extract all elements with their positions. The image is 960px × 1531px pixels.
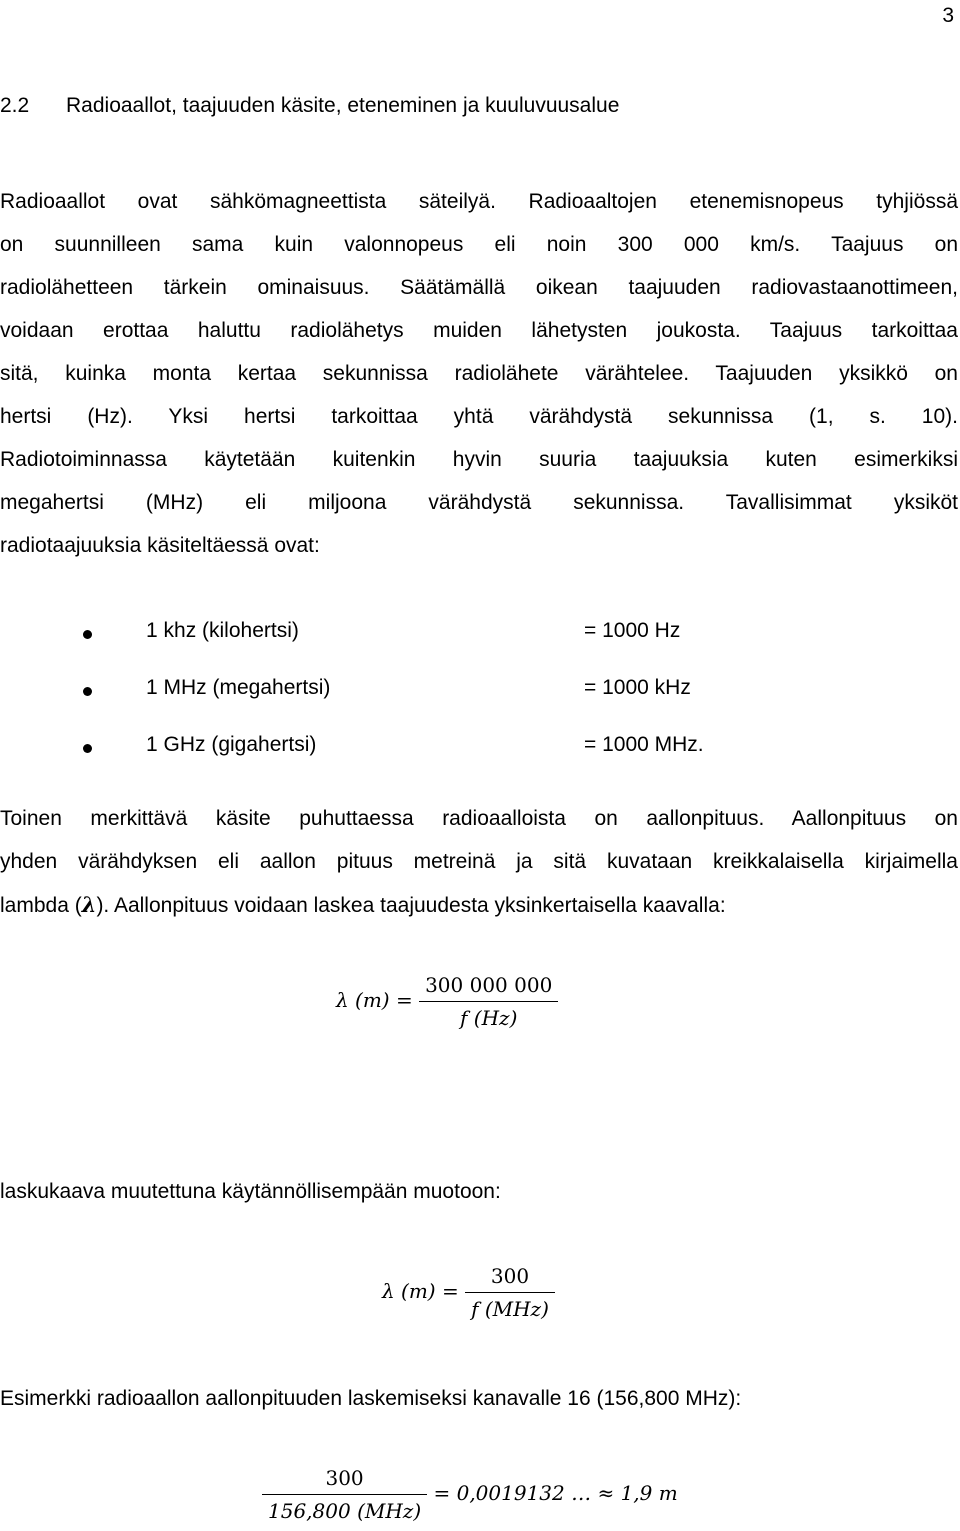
formula-wavelength-mhz bbox=[382, 1264, 555, 1321]
formula-wavelength-hz bbox=[336, 973, 558, 1030]
formula-denominator: f (Hz) bbox=[460, 1006, 518, 1030]
list-item bbox=[0, 619, 960, 649]
section-heading bbox=[0, 94, 619, 118]
list-item bbox=[0, 733, 960, 763]
paragraph-line: Toinen merkittävä käsite puhuttaessa radioaalloista on aallonpituus. Aallonpituus on bbox=[0, 807, 958, 830]
paragraph-line: megahertsi (MHz) eli miljoona värähdystä sekunnissa. Tavallisimmat yksiköt bbox=[0, 491, 958, 514]
paragraph-wavelength bbox=[0, 797, 958, 926]
paragraph-line: radiolähetteen tärkein ominaisuus. Säätämällä oikean taajuuden radiovastaanottimeen, bbox=[0, 276, 958, 299]
paragraph-line: radiotaajuuksia käsiteltäessä ovat: bbox=[0, 534, 320, 557]
unit-name: 1 khz (kilohertsi) bbox=[146, 619, 299, 642]
bullet-icon bbox=[83, 687, 92, 696]
paragraph-intro bbox=[0, 180, 958, 567]
paragraph-line: hertsi (Hz). Yksi hertsi tarkoittaa yhtä värähdystä sekunnissa (1, s. 10). bbox=[0, 405, 958, 428]
paragraph-line bbox=[0, 883, 958, 926]
formula-lhs: λ (m) = bbox=[336, 988, 413, 1012]
formula-example bbox=[262, 1466, 678, 1523]
unit-value: = 1000 kHz bbox=[584, 676, 691, 699]
formula-numerator: 300 000 000 bbox=[419, 973, 558, 1002]
formula-numerator: 300 bbox=[262, 1466, 427, 1495]
formula-fraction bbox=[262, 1466, 427, 1523]
paragraph-line: on suunnilleen sama kuin valonnopeus eli noin 300 000 km/s. Taajuus on bbox=[0, 233, 958, 256]
list-item bbox=[0, 676, 960, 706]
formula-numerator: 300 bbox=[465, 1264, 555, 1293]
paragraph-line: Radioaallot ovat sähkömagneettista säteilyä. Radioaaltojen etenemisnopeus tyhjiössä bbox=[0, 190, 958, 213]
unit-name: 1 MHz (megahertsi) bbox=[146, 676, 331, 699]
page-number: 3 bbox=[942, 4, 954, 27]
bullet-icon bbox=[83, 744, 92, 753]
paragraph-line: voidaan erottaa haluttu radiolähetys muiden lähetysten joukosta. Taajuus tarkoittaa bbox=[0, 319, 958, 342]
lambda-symbol: λ bbox=[81, 892, 97, 917]
unit-name: 1 GHz (gigahertsi) bbox=[146, 733, 317, 756]
formula-fraction bbox=[465, 1264, 555, 1321]
section-title: Radioaallot, taajuuden käsite, eteneminen ja kuuluvuusalue bbox=[66, 94, 620, 117]
bullet-icon bbox=[83, 630, 92, 639]
text-fragment: lambda ( bbox=[0, 894, 82, 917]
caption-example: Esimerkki radioaallon aallonpituuden laskemiseksi kanavalle 16 (156,800 MHz): bbox=[0, 1387, 742, 1410]
paragraph-line: sitä, kuinka monta kertaa sekunnissa radiolähete värähtelee. Taajuuden yksikkö on bbox=[0, 362, 958, 385]
formula-lhs: λ (m) = bbox=[382, 1279, 459, 1303]
unit-value: = 1000 MHz. bbox=[584, 733, 704, 756]
paragraph-line: yhden värähdyksen eli aallon pituus metreinä ja sitä kuvataan kreikkalaisella kirjaimella bbox=[0, 850, 958, 873]
unit-value: = 1000 Hz bbox=[584, 619, 681, 642]
formula-fraction bbox=[419, 973, 558, 1030]
formula-denominator: 156,800 (MHz) bbox=[268, 1499, 422, 1523]
formula-denominator: f (MHz) bbox=[471, 1297, 549, 1321]
text-fragment: ). Aallonpituus voidaan laskea taajuudesta yksinkertaisella kaavalla: bbox=[96, 894, 726, 917]
formula-result: = 0,0019132 … ≈ 1,9 m bbox=[433, 1481, 678, 1505]
paragraph-line: Radiotoiminnassa käytetään kuitenkin hyvin suuria taajuuksia kuten esimerkiksi bbox=[0, 448, 958, 471]
caption-practical-formula: laskukaava muutettuna käytännöllisempään muotoon: bbox=[0, 1180, 501, 1203]
section-number: 2.2 bbox=[0, 94, 30, 117]
